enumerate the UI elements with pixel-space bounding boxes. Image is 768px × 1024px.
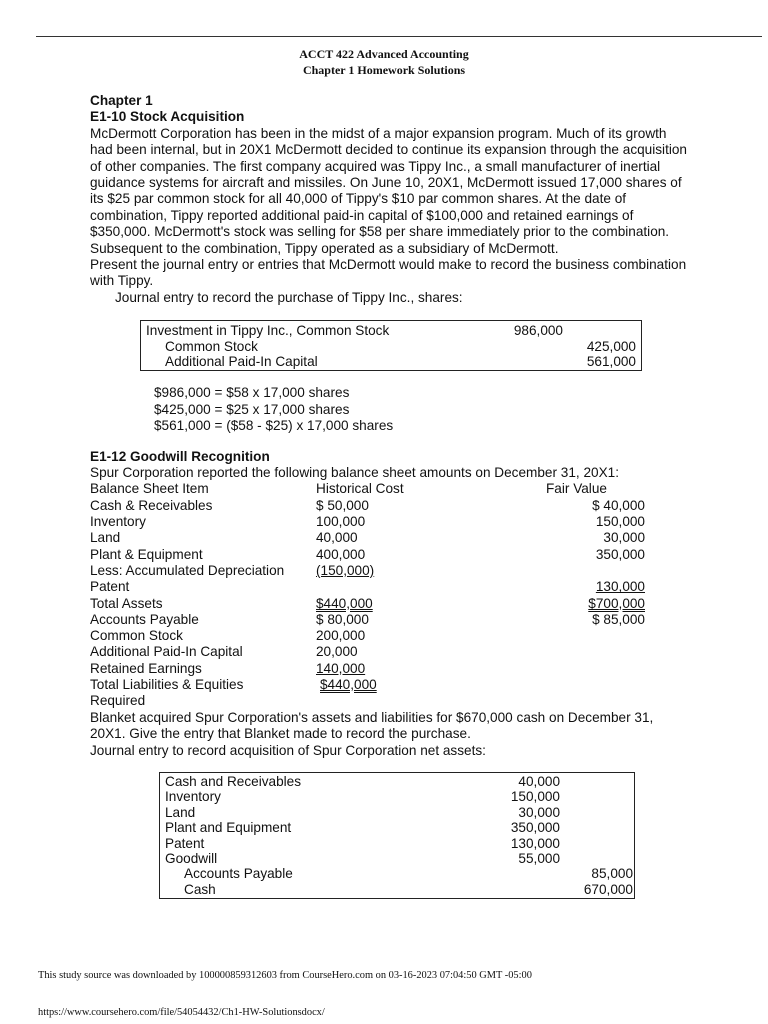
balance-sheet-row <box>90 530 690 546</box>
doc-subtitle: Chapter 1 Homework Solutions <box>302 63 466 77</box>
journal-debit: 40,000 <box>518 773 560 789</box>
journal-account: Plant and Equipment <box>165 820 292 836</box>
bs-item: Less: Accumulated Depreciation <box>90 562 285 578</box>
balance-sheet-row <box>90 547 690 563</box>
journal-account: Patent <box>165 835 205 851</box>
bs-item: Inventory <box>90 514 146 530</box>
journal-account: Cash and Receivables <box>165 773 302 789</box>
bs-fair: 150,000 <box>595 514 645 530</box>
journal-credit: 670,000 <box>583 881 633 897</box>
e112-intro: Spur Corporation reported the following balance sheet amounts on December 31, 20X1: <box>90 465 619 481</box>
journal-row <box>160 820 634 835</box>
calc-line: $425,000 = $25 x 17,000 shares <box>154 401 350 417</box>
bs-item: Patent <box>90 579 130 595</box>
bs-item: Cash & Receivables <box>90 497 213 513</box>
e110-calculations <box>90 385 690 434</box>
balance-sheet-header <box>90 481 690 497</box>
balance-sheet-row <box>90 498 690 514</box>
journal-debit: 55,000 <box>518 850 560 866</box>
balance-sheet-row <box>90 596 690 612</box>
required-label: Required <box>90 693 146 709</box>
bs-item: Additional Paid-In Capital <box>90 644 243 660</box>
main-content <box>90 93 690 899</box>
bs-item: Total Assets <box>90 595 163 611</box>
balance-sheet-row <box>90 628 690 644</box>
bs-item: Land <box>90 530 121 546</box>
bs-hist: 200,000 <box>316 628 366 644</box>
bs-fair: 130,000 <box>595 579 645 595</box>
bs-item: Accounts Payable <box>90 611 199 627</box>
col-hist-header: Historical Cost <box>316 481 404 497</box>
bs-fair: $ 40,000 <box>592 497 645 513</box>
journal-row <box>160 805 634 820</box>
bs-hist: (150,000) <box>316 562 375 578</box>
bs-item: Total Liabilities & Equities <box>90 677 244 693</box>
journal-account: Investment in Tippy Inc., Common Stock <box>146 323 390 339</box>
bs-hist: $440,000 <box>320 677 377 693</box>
journal-account: Common Stock <box>165 338 258 354</box>
bs-item: Retained Earnings <box>90 660 202 676</box>
balance-sheet-row <box>90 579 690 595</box>
journal-credit: 561,000 <box>586 354 636 370</box>
balance-sheet-row <box>90 563 690 579</box>
balance-sheet-row <box>90 661 690 677</box>
bs-fair: $700,000 <box>588 595 645 611</box>
e112-title: E1-12 Goodwill Recognition <box>90 448 270 464</box>
journal-account: Additional Paid-In Capital <box>165 354 318 370</box>
journal-debit: 150,000 <box>510 789 560 805</box>
bs-hist: 20,000 <box>316 644 358 660</box>
journal-debit: 986,000 <box>513 323 563 339</box>
col-item-header: Balance Sheet Item <box>90 481 209 497</box>
bs-fair: $ 85,000 <box>592 611 645 627</box>
journal-row <box>160 866 634 881</box>
journal-account: Accounts Payable <box>184 866 293 882</box>
bs-hist: 400,000 <box>316 546 366 562</box>
bs-hist: 100,000 <box>316 514 366 530</box>
bs-hist: $440,000 <box>316 595 373 611</box>
journal-row <box>160 882 634 897</box>
top-rule <box>36 36 762 37</box>
journal-debit: 130,000 <box>510 835 560 851</box>
bs-hist: $ 80,000 <box>316 611 369 627</box>
journal-row <box>160 789 634 804</box>
bs-fair: 350,000 <box>595 546 645 562</box>
journal-credit: 425,000 <box>586 338 636 354</box>
e112-journal-intro: Journal entry to record acquisition of Spur Corporation net assets: <box>90 742 486 758</box>
bs-hist: 40,000 <box>316 530 358 546</box>
required-text: Blanket acquired Spur Corporation's assets and liabilities for $670,000 cash on December 31, 20X1. Give the entry that Blanket made to record the purchase. <box>90 709 654 742</box>
col-fair-header: Fair Value <box>546 481 607 497</box>
journal-account: Inventory <box>165 789 221 805</box>
bs-item: Common Stock <box>90 628 183 644</box>
journal-row <box>160 774 634 789</box>
journal-account: Cash <box>184 881 216 897</box>
e110-title: E1-10 Stock Acquisition <box>90 109 245 125</box>
calc-line: $986,000 = $58 x 17,000 shares <box>154 385 350 401</box>
bs-hist: 140,000 <box>316 660 366 676</box>
balance-sheet-row <box>90 612 690 628</box>
e110-paragraph-2: Present the journal entry or entries that McDermott would make to record the business combination with Tippy. <box>90 257 687 289</box>
balance-sheet-row <box>90 677 690 693</box>
journal-row <box>141 323 641 338</box>
journal-debit: 30,000 <box>518 804 560 820</box>
source-url[interactable]: https://www.coursehero.com/file/54054432/Ch1-HW-Solutionsdocx/ <box>38 1007 325 1018</box>
chapter-heading: Chapter 1 <box>90 93 153 108</box>
bs-fair: 30,000 <box>603 530 645 546</box>
journal-row <box>141 339 641 354</box>
calc-line: $561,000 = ($58 - $25) x 17,000 shares <box>154 418 394 434</box>
bs-hist: $ 50,000 <box>316 497 369 513</box>
journal-credit: 85,000 <box>591 866 633 882</box>
bs-item: Plant & Equipment <box>90 546 203 562</box>
download-notice: This study source was downloaded by 100000859312603 from CourseHero.com on 03-16-2023 07:04:50 GMT -05:00 <box>38 970 532 981</box>
journal-account: Goodwill <box>165 850 218 866</box>
journal-debit: 350,000 <box>510 820 560 836</box>
e110-journal-table <box>140 320 642 371</box>
e110-journal-intro: Journal entry to record the purchase of Tippy Inc., shares: <box>115 289 463 305</box>
journal-row <box>160 836 634 851</box>
course-title: ACCT 422 Advanced Accounting <box>299 47 469 61</box>
journal-account: Land <box>165 804 196 820</box>
journal-row <box>141 354 641 369</box>
e112-journal-table <box>159 772 635 899</box>
balance-sheet-row <box>90 644 690 660</box>
balance-sheet-table <box>90 481 690 693</box>
balance-sheet-row <box>90 514 690 530</box>
journal-row <box>160 851 634 866</box>
e110-paragraph-1: McDermott Corporation has been in the midst of a major expansion program. Much of its growth had been internal, but in 20X1 McDermott decided to continue its expansion through the acquisition of other companies. The first company acquired was Tippy Inc., a small manufacturer of inertial guidance systems for aircraft and missiles. On June 10, 20X1, McDermott issued 17,000 shares of its $25 par common stock for all 40,000 of Tippy's $10 par common shares. At the date of combination, Tippy reported additional paid-in capital of $100,000 and retained earnings of $350,000. McDermott's stock was selling for $58 per share immediately prior to the combination. Subsequent to the combination, Tippy operated as a subsidiary of McDermott. <box>90 125 687 256</box>
